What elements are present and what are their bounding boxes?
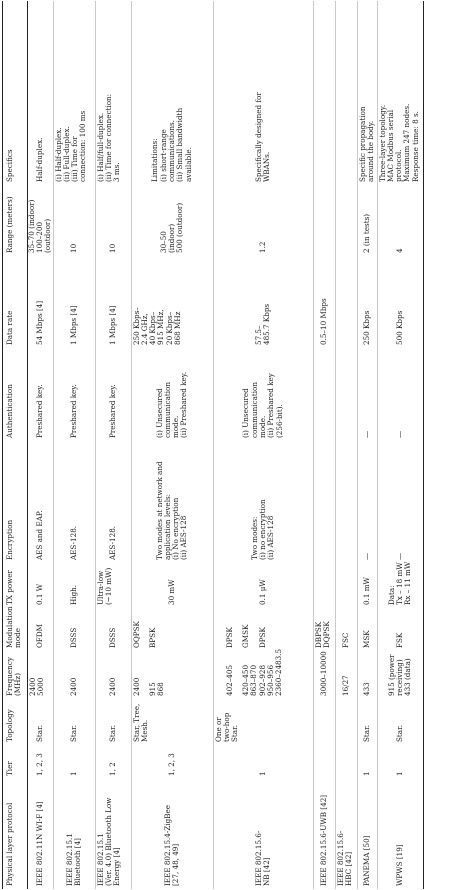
cell-tx-power bbox=[335, 563, 357, 608]
cell-range bbox=[131, 185, 213, 256]
cell-protocol bbox=[131, 779, 213, 889]
header-tier: Tier bbox=[3, 745, 28, 779]
cell-line: 2400 bbox=[131, 677, 141, 696]
cell-line: 500 (outdoor) bbox=[175, 202, 185, 253]
cell-line: GMSK bbox=[241, 624, 251, 648]
cell-line: 54 Mbps [4] bbox=[34, 300, 44, 345]
cell-line: application levels: bbox=[162, 493, 172, 560]
cell-modulation bbox=[27, 608, 53, 651]
cell-line: — bbox=[361, 430, 371, 438]
cell-frequency bbox=[131, 651, 213, 699]
cell-specifics bbox=[357, 1, 377, 185]
cell-line: IEEE 802.15.6- bbox=[253, 830, 263, 886]
cell-line: connection: 100 ms bbox=[78, 110, 88, 182]
cell-specifics bbox=[53, 1, 95, 185]
table-row bbox=[95, 1, 131, 889]
cell-line: OFDM bbox=[34, 623, 44, 648]
cell-encryption bbox=[27, 441, 53, 563]
cell-topology bbox=[335, 699, 357, 745]
cell-line: IEEE 802.11N WI-F [4] bbox=[34, 801, 44, 886]
cell-line: Ultra-low bbox=[95, 570, 105, 605]
cell-line: High. bbox=[68, 584, 78, 605]
cell-line: — bbox=[394, 552, 404, 560]
cell-line: 2400 bbox=[68, 677, 78, 696]
cell-line: available. bbox=[183, 147, 193, 182]
cell-line: — bbox=[394, 430, 404, 438]
cell-line: 433 (data) bbox=[403, 658, 413, 696]
cell-line: around the body. bbox=[365, 120, 375, 182]
cell-line: 2400 bbox=[107, 677, 117, 696]
cell-line: Data: bbox=[386, 585, 396, 605]
protocol-comparison-table bbox=[2, 1, 424, 889]
cell-line: 40 Kbps– bbox=[148, 311, 158, 345]
cell-range bbox=[95, 185, 131, 256]
cell-protocol bbox=[313, 779, 335, 889]
cell-data-rate bbox=[53, 256, 95, 348]
cell-tier bbox=[335, 745, 357, 779]
cell-line: IEEE 802.15.4-ZigBee bbox=[162, 805, 172, 886]
cell-line: WPWS [19] bbox=[394, 844, 404, 886]
cell-line: two-hop bbox=[221, 712, 231, 742]
cell-line: One or bbox=[213, 717, 223, 742]
cell-line: (i) Half/full-duplex. bbox=[95, 112, 105, 182]
cell-line: (iii) Time for bbox=[70, 136, 80, 182]
table-row bbox=[213, 1, 313, 889]
table-row bbox=[131, 1, 213, 889]
header-topology: Topology bbox=[3, 699, 28, 745]
header-frequency: Frequency (MHz) bbox=[3, 651, 28, 699]
cell-line: FSK bbox=[394, 632, 404, 648]
cell-line: AES and EAP. bbox=[34, 510, 44, 560]
cell-range bbox=[53, 185, 95, 256]
cell-topology bbox=[313, 699, 335, 745]
cell-line: Star. bbox=[394, 724, 404, 742]
cell-line: AES-128. bbox=[107, 525, 117, 560]
cell-line: Tx – 18 mW bbox=[394, 562, 404, 605]
table-row bbox=[27, 1, 53, 889]
cell-line: 10 bbox=[68, 243, 78, 253]
cell-line: 4 bbox=[394, 248, 404, 253]
cell-topology bbox=[27, 699, 53, 745]
cell-line: MAC Modbus serial bbox=[385, 109, 395, 182]
cell-line: 420–450 bbox=[241, 664, 251, 696]
cell-topology bbox=[131, 699, 213, 745]
cell-line: OQPSK bbox=[131, 621, 141, 648]
cell-line: Bluetooth [4] bbox=[73, 838, 83, 886]
cell-line: (indoor) bbox=[166, 223, 176, 253]
header-protocol: Physical layer protocol bbox=[3, 779, 28, 889]
cell-tx-power bbox=[213, 563, 313, 608]
cell-encryption bbox=[95, 441, 131, 563]
cell-specifics bbox=[313, 1, 335, 185]
cell-line: Two modes at network and bbox=[154, 461, 164, 560]
cell-line: 0.5–10 Mbps bbox=[318, 298, 328, 345]
cell-line: 57.5– bbox=[253, 325, 263, 345]
cell-line: 250 Kbps– bbox=[131, 307, 141, 345]
table-row bbox=[335, 1, 357, 889]
cell-line: 1.2 bbox=[257, 241, 267, 253]
cell-line: 868 MHz bbox=[173, 311, 183, 345]
table-row bbox=[53, 1, 95, 889]
cell-line: IEEE 802.15.1 bbox=[95, 833, 105, 886]
cell-modulation bbox=[377, 608, 423, 651]
cell-authentication bbox=[313, 348, 335, 441]
cell-frequency bbox=[213, 648, 313, 699]
cell-line: Three-layer topology. bbox=[377, 104, 387, 182]
cell-specifics bbox=[213, 1, 313, 185]
cell-tier bbox=[313, 745, 335, 779]
cell-frequency bbox=[95, 651, 131, 699]
cell-line: 35–70 (indoor) bbox=[26, 199, 36, 253]
cell-specifics bbox=[377, 1, 423, 185]
cell-encryption bbox=[213, 441, 313, 563]
cell-modulation bbox=[131, 608, 213, 651]
cell-protocol bbox=[95, 779, 131, 889]
cell-topology bbox=[357, 699, 377, 745]
cell-data-rate bbox=[213, 256, 313, 348]
cell-line: Energy [4] bbox=[112, 847, 122, 886]
cell-tx-power bbox=[95, 563, 131, 608]
cell-line: Mesh. bbox=[139, 719, 149, 742]
cell-line: Specific propagation bbox=[357, 106, 367, 182]
cell-line: Rx – 11 mW bbox=[403, 561, 413, 605]
cell-authentication bbox=[357, 348, 377, 441]
cell-line: 902–928 bbox=[257, 664, 267, 696]
cell-data-rate bbox=[377, 256, 423, 348]
cell-encryption bbox=[357, 441, 377, 563]
cell-data-rate bbox=[335, 256, 357, 348]
cell-line: 1 Mbps [4] bbox=[107, 305, 117, 345]
cell-line: DQPSK bbox=[321, 621, 331, 648]
cell-line: 485.7 Kbps bbox=[262, 303, 272, 345]
cell-line: 2400 bbox=[27, 677, 37, 696]
cell-tier: 1, 2 bbox=[95, 745, 131, 779]
cell-authentication bbox=[27, 348, 53, 441]
cell-line: (ii) Preshared key bbox=[266, 373, 276, 438]
cell-authentication bbox=[131, 348, 213, 441]
cell-line: DSSS bbox=[107, 627, 117, 648]
cell-line: Star. bbox=[34, 724, 44, 742]
cell-protocol bbox=[53, 779, 95, 889]
cell-line: (256-bit). bbox=[274, 404, 284, 438]
cell-topology bbox=[213, 699, 313, 745]
cell-frequency bbox=[357, 651, 377, 699]
cell-line: Preshared key. bbox=[34, 384, 44, 438]
cell-line: Star. bbox=[107, 724, 117, 742]
cell-data-rate bbox=[313, 256, 335, 348]
cell-line: NB [42] bbox=[262, 857, 272, 886]
cell-line: Star. bbox=[361, 724, 371, 742]
cell-line: communications. bbox=[166, 120, 176, 182]
cell-specifics bbox=[335, 1, 357, 185]
cell-line: AES-128. bbox=[68, 525, 78, 560]
header-specifics: Specifics bbox=[3, 1, 28, 185]
cell-line: Star, Tree, bbox=[131, 703, 141, 742]
cell-encryption bbox=[313, 441, 335, 563]
cell-protocol bbox=[357, 779, 377, 889]
cell-tx-power bbox=[53, 563, 95, 608]
cell-tier: 1, 2, 3 bbox=[27, 745, 53, 779]
cell-encryption bbox=[377, 441, 423, 563]
table-row bbox=[377, 1, 423, 889]
cell-data-rate bbox=[95, 256, 131, 348]
cell-range bbox=[335, 185, 357, 256]
cell-specifics bbox=[95, 1, 131, 185]
cell-line: 20 Kbps– bbox=[164, 311, 174, 345]
cell-tx-power bbox=[313, 563, 335, 608]
cell-encryption bbox=[335, 441, 357, 563]
cell-line: 1 Mbps [4] bbox=[68, 305, 78, 345]
cell-line: 2360–2483.5 bbox=[274, 648, 284, 696]
cell-authentication bbox=[335, 348, 357, 441]
cell-line: 915 MHz, bbox=[156, 309, 166, 345]
cell-line: protocol. bbox=[394, 149, 404, 182]
cell-protocol bbox=[377, 779, 423, 889]
cell-protocol bbox=[213, 779, 313, 889]
cell-authentication bbox=[53, 348, 95, 441]
cell-line: 30–50 bbox=[158, 231, 168, 253]
cell-line: 868 bbox=[156, 682, 166, 696]
cell-line: Half-duplex. bbox=[34, 137, 44, 182]
cell-protocol bbox=[335, 779, 357, 889]
cell-line: (ii) Small bandwidth bbox=[175, 107, 185, 182]
cell-line: 2.4 GHz, bbox=[139, 313, 149, 345]
header-range: Range (meters) bbox=[3, 185, 28, 256]
cell-tx-power bbox=[131, 563, 213, 608]
cell-modulation bbox=[313, 608, 335, 651]
cell-tx-power bbox=[27, 563, 53, 608]
cell-data-rate bbox=[131, 256, 213, 348]
cell-line: 915 bbox=[148, 682, 158, 696]
cell-encryption bbox=[53, 441, 95, 563]
cell-line: (i) no encryption bbox=[257, 499, 267, 560]
cell-tier: 1, 2, 3 bbox=[131, 745, 213, 779]
header-data-rate: Data rate bbox=[3, 256, 28, 348]
cell-modulation bbox=[357, 608, 377, 651]
cell-line: (i) Unsecured bbox=[241, 388, 251, 438]
header-row bbox=[3, 1, 28, 889]
cell-line: Preshared key. bbox=[107, 384, 117, 438]
cell-specifics bbox=[27, 1, 53, 185]
cell-line: Maximum 247 nodes. bbox=[402, 103, 412, 182]
cell-line: WBANs. bbox=[262, 151, 272, 182]
cell-encryption bbox=[131, 441, 213, 563]
cell-tier: 1 bbox=[53, 745, 95, 779]
cell-line: (i) Half-duplex. bbox=[53, 127, 63, 182]
table-row bbox=[357, 1, 377, 889]
cell-line: Star. bbox=[68, 724, 78, 742]
cell-line: 30 mW bbox=[166, 579, 176, 605]
cell-tier: 1 bbox=[357, 745, 377, 779]
cell-line: IEEE 802.15.1 bbox=[64, 833, 74, 886]
cell-line: (ii) AES-128 bbox=[266, 515, 276, 560]
cell-line: HBC [42] bbox=[343, 851, 353, 886]
cell-line: — bbox=[361, 552, 371, 560]
cell-frequency bbox=[335, 651, 357, 699]
cell-line: DPSK bbox=[257, 627, 267, 648]
cell-line: (i) No encryption bbox=[171, 497, 181, 560]
cell-line: DSSS bbox=[68, 627, 78, 648]
cell-frequency bbox=[53, 651, 95, 699]
cell-topology bbox=[95, 699, 131, 745]
cell-range bbox=[213, 185, 313, 256]
cell-line: Limitations: bbox=[150, 138, 160, 182]
cell-line: Two modes: bbox=[249, 516, 259, 560]
cell-line: 863–870 bbox=[249, 664, 259, 696]
cell-line: FSC bbox=[340, 632, 350, 648]
header-tx-power: TX power bbox=[3, 563, 28, 608]
cell-line: 10 bbox=[107, 243, 117, 253]
cell-line: (Ver. 4.0) Bluetooth Low bbox=[103, 797, 113, 886]
cell-line: communication bbox=[162, 382, 172, 438]
cell-line: PANEMA [50] bbox=[361, 835, 371, 886]
table-row bbox=[313, 1, 335, 889]
cell-line: IEEE 802.15.6- bbox=[335, 830, 345, 886]
cell-authentication bbox=[377, 348, 423, 441]
cell-line: receiving) bbox=[394, 659, 404, 696]
cell-authentication bbox=[95, 348, 131, 441]
cell-line: Response time: 8 s. bbox=[410, 111, 420, 182]
cell-line: 5000 bbox=[35, 677, 45, 696]
cell-line: (ii) AES-128 bbox=[179, 515, 189, 560]
cell-topology bbox=[53, 699, 95, 745]
cell-tx-power bbox=[357, 563, 377, 608]
cell-line: 250 Kbps bbox=[361, 310, 371, 345]
cell-tx-power bbox=[377, 563, 423, 608]
header-modulation: Modulation mode bbox=[3, 608, 28, 651]
cell-tier: 1 bbox=[377, 745, 423, 779]
cell-specifics bbox=[131, 1, 213, 185]
cell-line: (i) Unsecured bbox=[154, 388, 164, 438]
cell-line: (ii) Time for connection: bbox=[103, 93, 113, 182]
cell-tier: 1 bbox=[213, 745, 313, 779]
cell-range bbox=[313, 185, 335, 256]
cell-line: MSK bbox=[361, 630, 371, 648]
cell-range bbox=[357, 185, 377, 256]
cell-line: 0.1 mW bbox=[361, 577, 371, 605]
cell-line: (ii) Full-duplex. bbox=[61, 126, 71, 182]
cell-modulation bbox=[53, 608, 95, 651]
cell-line: DBPSK bbox=[313, 621, 323, 648]
cell-line: 16/27 bbox=[340, 675, 350, 696]
cell-line: 0.1 W bbox=[34, 583, 44, 605]
header-authentication: Authentication bbox=[3, 348, 28, 441]
cell-topology bbox=[377, 699, 423, 745]
cell-modulation bbox=[95, 608, 131, 651]
cell-line: 3 ms. bbox=[112, 162, 122, 182]
cell-line: Specifically designed for bbox=[253, 92, 263, 182]
cell-line: Preshared key. bbox=[68, 384, 78, 438]
cell-modulation bbox=[335, 608, 357, 651]
cell-range bbox=[377, 185, 423, 256]
cell-modulation bbox=[213, 608, 313, 651]
cell-line: 915 (power bbox=[386, 654, 396, 696]
cell-line: (ii) Preshared key. bbox=[179, 371, 189, 438]
cell-line: (~10 mW) bbox=[103, 567, 113, 605]
header-encryption: Encryption bbox=[3, 441, 28, 563]
cell-line: [27, 48, 49] bbox=[171, 843, 181, 886]
cell-line: BPSK bbox=[148, 627, 158, 648]
cell-frequency bbox=[313, 651, 335, 699]
cell-line: Star. bbox=[230, 724, 240, 742]
cell-frequency bbox=[377, 651, 423, 699]
cell-line: (outdoor) bbox=[43, 218, 53, 253]
cell-line: 100–200 bbox=[34, 221, 44, 253]
cell-line: DPSK bbox=[224, 627, 234, 648]
cell-line: 950–956 bbox=[266, 664, 276, 696]
cell-line: 0.1 μW bbox=[257, 579, 267, 605]
cell-line: 500 Kbps bbox=[394, 310, 404, 345]
cell-protocol bbox=[27, 779, 53, 889]
cell-line: 2 (in tests) bbox=[361, 213, 371, 253]
cell-line: mode. bbox=[171, 415, 181, 438]
cell-line: IEEE 802.15.6-UWB [42] bbox=[318, 794, 328, 886]
cell-line: mode. bbox=[257, 415, 267, 438]
cell-line: 433 bbox=[361, 682, 371, 696]
cell-frequency bbox=[27, 651, 53, 699]
cell-range bbox=[27, 185, 53, 256]
cell-line: 3000–10000 bbox=[318, 651, 328, 696]
cell-line: 402–405 bbox=[224, 664, 234, 696]
cell-data-rate bbox=[357, 256, 377, 348]
cell-authentication bbox=[213, 348, 313, 441]
cell-line: communication bbox=[249, 382, 259, 438]
cell-line: (i) short-range bbox=[158, 129, 168, 182]
cell-data-rate bbox=[27, 256, 53, 348]
